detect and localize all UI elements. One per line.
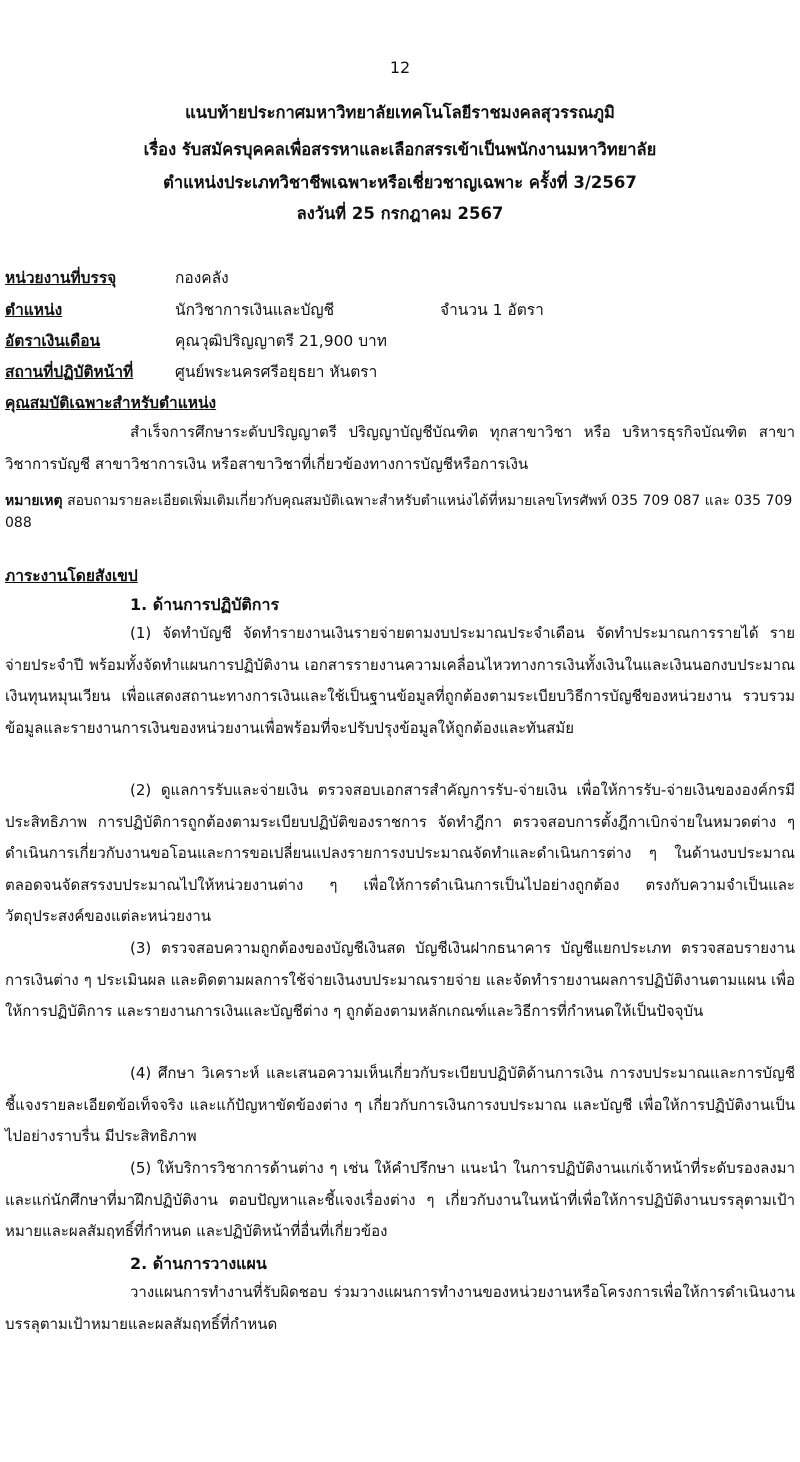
position-value: นักวิชาการเงินและบัญชี (175, 301, 335, 319)
note-label: หมายเหตุ (5, 493, 63, 509)
qualification-text: สำเร็จการศึกษาระดับปริญญาตรี ปริญญาบัญชีบัณฑิต ทุกสาขาวิชา หรือ บริหารธุรกิจบัณฑิต สาขาวิชาการบัญชี สาขาวิชาการเงิน หรือสาขาวิชาที่เกี่ยวข้องทางการบัญชีหรือการเงิน (5, 423, 795, 473)
duty-paragraph-4: (4) ศึกษา วิเคราะห์ และเสนอความเห็นเกี่ยวกับระเบียบปฏิบัติด้านการเงิน การงบประมาณและการบัญชี ชี้แจงรายละเอียดข้อเท็จจริง และแก้ปัญหาขัดข้องต่าง ๆ เกี่ยวกับการเงินการงบประมาณ และบัญชี เพื่อให้การปฏิบัติงานเป็นไปอย่างราบรื่น มีประสิทธิภาพ (5, 1064, 795, 1145)
section-2-title: 2. ด้านการวางแผน (130, 1254, 267, 1273)
note-text: สอบถามรายละเอียดเพิ่มเติมเกี่ยวกับคุณสมบัติเฉพาะสำหรับตำแหน่งได้ที่หมายเลขโทรศัพท์ 035 709 087 และ 035 709 088 (5, 493, 793, 531)
header-line-3: ตำแหน่งประเภทวิชาชีพเฉพาะหรือเชี่ยวชาญเฉพาะ ครั้งที่ 3/2567 (163, 173, 637, 192)
unit-label: หน่วยงานที่บรรจุ (5, 269, 117, 287)
location-value: ศูนย์พระนครศรีอยุธยา หันตรา (175, 363, 378, 381)
note (5, 490, 795, 534)
duty-paragraph-5: (5) ให้บริการวิชาการด้านต่าง ๆ เช่น ให้คำปรึกษา แนะนำ ในการปฏิบัติงานแก่เจ้าหน้าที่ระดับรองลงมาและแก่นักศึกษาที่มาฝึกปฏิบัติงาน ตอบปัญหาและชี้แจงเรื่องต่าง ๆ เกี่ยวกับงานในหน้าที่เพื่อให้การปฏิบัติงานบรรลุตามเป้าหมายและผลสัมฤทธิ์ที่กำหนด และปฏิบัติหน้าที่อื่นที่เกี่ยวข้อง (5, 1159, 795, 1240)
header-line-4: ลงวันที่ 25 กรกฎาคม 2567 (296, 204, 504, 223)
position-quota: จำนวน 1 อัตรา (440, 301, 544, 319)
qualification-heading: คุณสมบัติเฉพาะสำหรับตำแหน่ง (5, 394, 217, 412)
section-1-title: 1. ด้านการปฏิบัติการ (130, 595, 280, 614)
position-label: ตำแหน่ง (5, 301, 63, 319)
duty-paragraph-3: (3) ตรวจสอบความถูกต้องของบัญชีเงินสด บัญชีเงินฝากธนาคาร บัญชีแยกประเภท ตรวจสอบรายงานการเงินต่าง ๆ ประเมินผล และติดตามผลการใช้จ่ายเงินงบประมาณรายจ่าย และจัดทำรายงานผลการปฏิบัติงานตามแผน เพื่อให้การปฏิบัติการ และรายงานการเงินและบัญชีต่าง ๆ ถูกต้องตามหลักเกณฑ์และวิธีการที่กำหนดให้เป็นปัจจุบัน (5, 939, 795, 1020)
unit-value: กองคลัง (175, 269, 229, 287)
salary-label: อัตราเงินเดือน (5, 332, 101, 350)
duties-heading: ภาระงานโดยสังเขป (5, 567, 138, 585)
duty-paragraph-6: วางแผนการทำงานที่รับผิดชอบ ร่วมวางแผนการทำงานของหน่วยงานหรือโครงการเพื่อให้การดำเนินงานบรรลุตามเป้าหมายและผลสัมฤทธิ์ที่กำหนด (5, 1283, 795, 1333)
duty-paragraph-1: (1) จัดทำบัญชี จัดทำรายงานเงินรายจ่ายตามงบประมาณประจำเดือน จัดทำประมาณการรายได้ รายจ่ายประจำปี พร้อมทั้งจัดทำแผนการปฏิบัติงาน เอกสารรายงานความเคลื่อนไหวทางการเงินทั้งเงินในและเงินนอกงบประมาณ เงินทุนหมุนเวียน เพื่อแสดงสถานะทางการเงินและใช้เป็นฐานข้อมูลที่ถูกต้องตามระเบียบวิธีการบัญชีของหน่วยงาน รวบรวมข้อมูลและรายงานการเงินของหน่วยงานเพื่อพร้อมที่จะปรับปรุงข้อมูลให้ถูกต้องและทันสมัย (5, 624, 795, 737)
duty-paragraph-2: (2) ดูแลการรับและจ่ายเงิน ตรวจสอบเอกสารสำคัญการรับ-จ่ายเงิน เพื่อให้การรับ-จ่ายเงินขององค์กรมีประสิทธิภาพ การปฏิบัติการถูกต้องตามระเบียบปฏิบัติของราชการ จัดทำฎีกา ตรวจสอบการตั้งฎีกาเบิกจ่ายในหมวดต่าง ๆ ดำเนินการเกี่ยวกับงานขอโอนและการขอเปลี่ยนแปลงรายการงบประมาณจัดทำและดำเนินการต่าง ๆ ในด้านงบประมาณ ตลอดจนจัดสรรงบประมาณไปให้หน่วยงานต่าง ๆ เพื่อให้การดำเนินการเป็นไปอย่างถูกต้อง ตรงกับความจำเป็นและวัตถุประสงค์ของแต่ละหน่วยงาน (5, 781, 795, 925)
salary-value: คุณวุฒิปริญญาตรี 21,900 บาท (175, 332, 387, 350)
header-line-1: แนบท้ายประกาศมหาวิทยาลัยเทคโนโลยีราชมงคลสุวรรณภูมิ (185, 103, 615, 122)
page-number: 12 (389, 58, 411, 77)
header-line-2: เรื่อง รับสมัครบุคคลเพื่อสรรหาและเลือกสรรเข้าเป็นพนักงานมหาวิทยาลัย (143, 140, 657, 159)
location-label: สถานที่ปฏิบัติหน้าที่ (5, 363, 134, 381)
